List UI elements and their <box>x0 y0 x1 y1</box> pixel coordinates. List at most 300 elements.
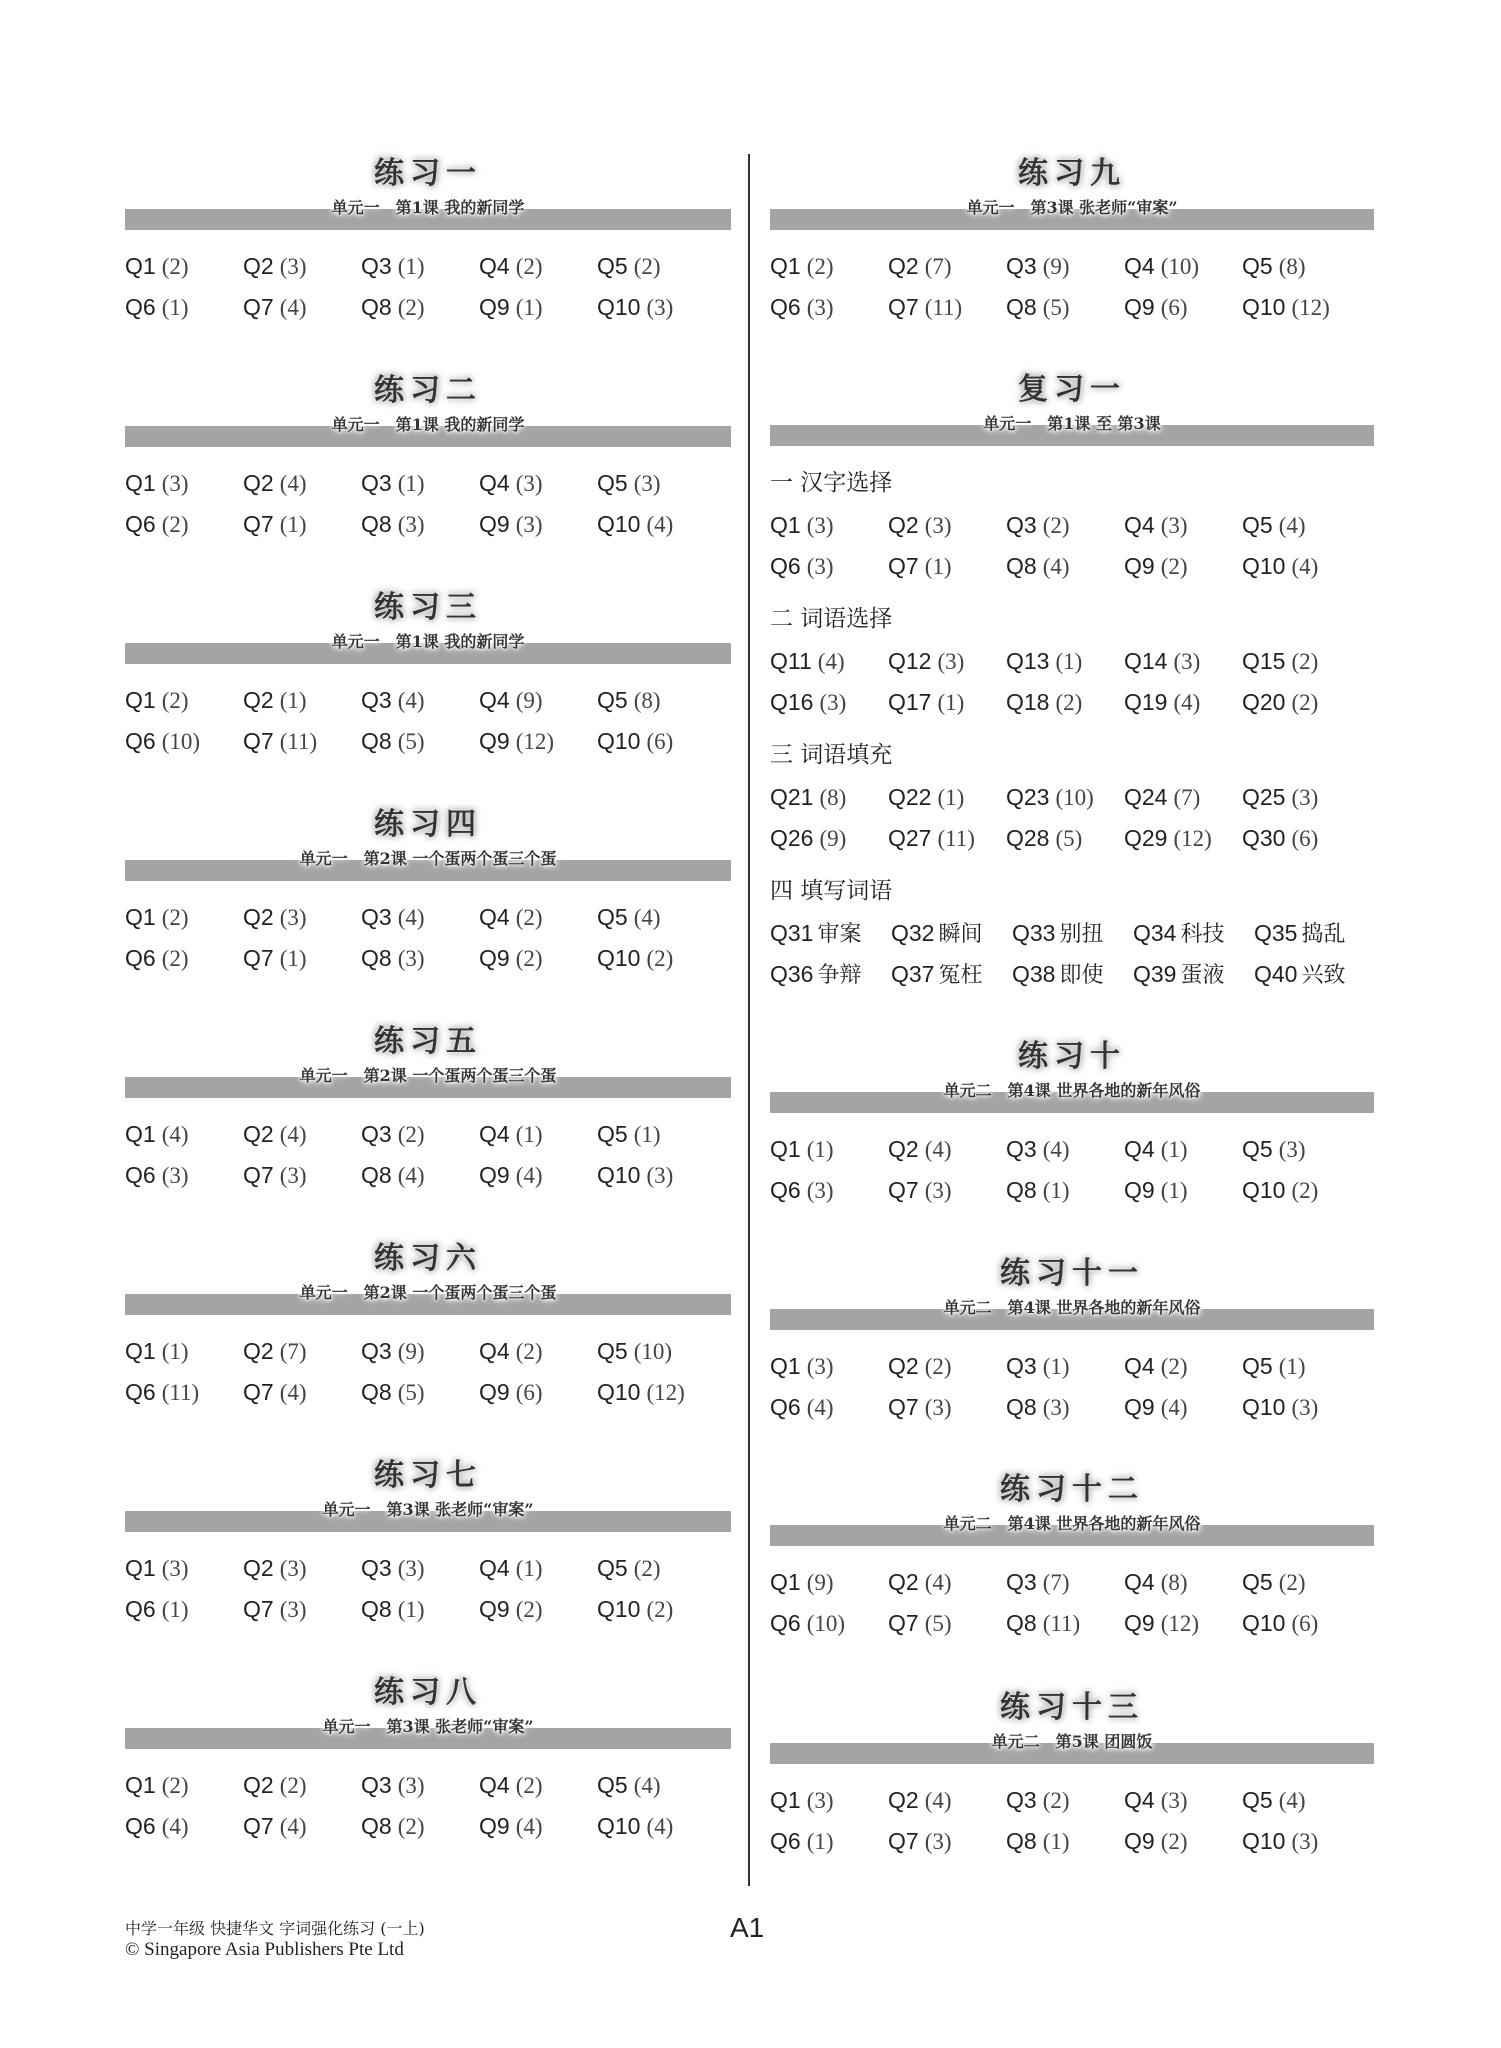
answer-item <box>770 287 888 328</box>
answer-item <box>361 504 479 545</box>
question-number: Q8 <box>361 1813 392 1839</box>
exercise-section <box>770 1470 1374 1670</box>
answer-item <box>597 1114 715 1155</box>
question-number: Q7 <box>888 1394 919 1420</box>
question-number: Q7 <box>888 294 919 320</box>
answer-choice: (3) <box>646 295 674 320</box>
answer-choice: (1) <box>161 295 189 320</box>
answer-item <box>243 938 361 979</box>
question-number: Q10 <box>597 1379 641 1405</box>
question-number: Q16 <box>770 689 814 715</box>
answer-choice: (3) <box>806 1788 834 1813</box>
question-number: Q8 <box>1006 553 1037 579</box>
question-number: Q10 <box>1242 1394 1286 1420</box>
answer-item <box>361 680 479 721</box>
answer-choice: (6) <box>515 1380 543 1405</box>
answer-item <box>888 1603 1006 1644</box>
question-number: Q10 <box>597 294 641 320</box>
answer-item <box>888 546 1006 587</box>
section-subtitle <box>770 413 1374 435</box>
answer-item <box>597 1548 715 1589</box>
answer-choice: (2) <box>924 1354 952 1379</box>
section-subtitle <box>770 1297 1374 1319</box>
section-subtitle <box>125 848 731 870</box>
column-divider <box>748 154 750 1886</box>
answer-choice: (1) <box>1042 1178 1070 1203</box>
question-number: Q6 <box>125 294 156 320</box>
answer-item <box>597 1589 715 1630</box>
answer-choice: (4) <box>397 688 425 713</box>
subtitle-text: 单元二 第5课 团圆饭 <box>991 1732 1153 1751</box>
question-number: Q5 <box>597 1121 628 1147</box>
answer-choice: (3) <box>161 1163 189 1188</box>
question-number: Q26 <box>770 825 814 851</box>
question-number: Q6 <box>125 728 156 754</box>
answer-item <box>1242 287 1360 328</box>
answer-item <box>1006 1821 1124 1862</box>
answer-item <box>1012 913 1133 954</box>
answer-item <box>243 680 361 721</box>
answer-choice: (7) <box>924 254 952 279</box>
answer-choice: (11) <box>937 826 975 851</box>
question-number: Q4 <box>1124 1353 1155 1379</box>
group-heading: 一 汉字选择 <box>770 470 893 496</box>
section-title: 练习八 <box>374 1675 482 1710</box>
answer-item <box>243 1806 361 1847</box>
section-subtitle <box>770 1513 1374 1535</box>
question-number: Q6 <box>770 1394 801 1420</box>
answer-item <box>770 1387 888 1428</box>
section-subtitle <box>125 1065 731 1087</box>
section-title: 练习七 <box>374 1458 482 1493</box>
answer-item <box>1124 1170 1242 1211</box>
answer-choice: (4) <box>397 905 425 930</box>
answer-item <box>597 463 715 504</box>
question-number: Q3 <box>1006 512 1037 538</box>
subtitle-text: 单元一 第2课 一个蛋两个蛋三个蛋 <box>299 1283 557 1302</box>
answer-choice: (2) <box>515 1773 543 1798</box>
question-number: Q7 <box>243 1813 274 1839</box>
answer-choice: (1) <box>397 254 425 279</box>
subtitle-text: 单元一 第3课 张老师“审案” <box>322 1717 534 1736</box>
answer-item <box>1124 1387 1242 1428</box>
group-heading: 四 填写词语 <box>770 878 893 904</box>
answer-item <box>479 1114 597 1155</box>
answer-item <box>888 1562 1006 1603</box>
answer-item <box>770 505 888 546</box>
answer-choice: (3) <box>1042 1395 1070 1420</box>
question-number: Q10 <box>1242 1177 1286 1203</box>
answer-item <box>1242 1387 1360 1428</box>
answer-item <box>597 1372 715 1413</box>
answer-choice: (1) <box>515 1122 543 1147</box>
answer-choice: (5) <box>1055 826 1083 851</box>
question-number: Q9 <box>479 945 510 971</box>
question-number: Q4 <box>1124 1136 1155 1162</box>
answer-choice: (3) <box>161 1556 189 1581</box>
answer-item <box>597 1155 715 1196</box>
question-number: Q4 <box>1124 512 1155 538</box>
answer-choice: (4) <box>1173 690 1201 715</box>
answer-item <box>1006 287 1124 328</box>
question-number: Q3 <box>361 1338 392 1364</box>
answer-choice: (3) <box>806 513 834 538</box>
answer-item <box>1133 954 1254 995</box>
subtitle-text: 单元二 第4课 世界各地的新年风俗 <box>943 1514 1201 1533</box>
answer-item <box>1006 641 1124 682</box>
question-number: Q3 <box>361 1772 392 1798</box>
subtitle-text: 单元一 第1课 我的新同学 <box>331 632 525 651</box>
question-number: Q1 <box>125 1338 156 1364</box>
answer-item <box>888 1387 1006 1428</box>
answer-choice: (1) <box>1042 1829 1070 1854</box>
answer-item <box>479 504 597 545</box>
subtitle-text: 单元二 第4课 世界各地的新年风俗 <box>943 1081 1201 1100</box>
question-number: Q9 <box>479 1379 510 1405</box>
answer-item <box>125 246 243 287</box>
answer-choice: (2) <box>633 1556 661 1581</box>
question-number: Q2 <box>243 904 274 930</box>
answer-choice: (10) <box>633 1339 673 1364</box>
question-number: Q7 <box>243 728 274 754</box>
answer-item <box>1124 818 1242 859</box>
answer-choice: (2) <box>279 1773 307 1798</box>
question-number: Q1 <box>125 1772 156 1798</box>
question-number: Q2 <box>243 1555 274 1581</box>
answer-choice: (8) <box>1160 1570 1188 1595</box>
answer-item <box>1124 505 1242 546</box>
question-number: Q6 <box>125 1813 156 1839</box>
section-subtitle <box>125 631 731 653</box>
answer-item <box>1124 1129 1242 1170</box>
answer-item <box>597 721 715 762</box>
answer-choice: (1) <box>279 946 307 971</box>
exercise-section <box>770 1254 1374 1454</box>
question-number: Q37 <box>891 961 935 987</box>
answer-item <box>1242 246 1360 287</box>
answer-item <box>888 818 1006 859</box>
question-number: Q2 <box>888 253 919 279</box>
question-number: Q25 <box>1242 784 1286 810</box>
question-number: Q21 <box>770 784 814 810</box>
question-number: Q7 <box>888 553 919 579</box>
answer-item <box>361 721 479 762</box>
subtitle-text: 单元一 第3课 张老师“审案” <box>966 198 1178 217</box>
answer-choice: (12) <box>1160 1611 1200 1636</box>
answer-choice: (2) <box>1042 1788 1070 1813</box>
answer-item <box>479 938 597 979</box>
page-number: A1 <box>730 1912 765 1943</box>
answer-item <box>243 246 361 287</box>
section-subtitle <box>770 197 1374 219</box>
question-number: Q8 <box>361 945 392 971</box>
answer-item <box>125 1589 243 1630</box>
question-number: Q3 <box>1006 1787 1037 1813</box>
question-number: Q1 <box>125 470 156 496</box>
section-subtitle <box>770 1080 1374 1102</box>
answer-item <box>479 1765 597 1806</box>
answer-choice: (8) <box>1278 254 1306 279</box>
answer-choice: (2) <box>1278 1570 1306 1595</box>
question-number: Q3 <box>1006 1136 1037 1162</box>
question-number: Q1 <box>125 1121 156 1147</box>
answer-choice: (4) <box>279 1380 307 1405</box>
answer-choice: (3) <box>515 512 543 537</box>
question-number: Q6 <box>770 1177 801 1203</box>
answer-item <box>125 1806 243 1847</box>
answer-item <box>1124 246 1242 287</box>
answer-choice: (3) <box>806 295 834 320</box>
answer-choice: (4) <box>1278 1788 1306 1813</box>
answer-choice: (2) <box>515 1597 543 1622</box>
section-subtitle <box>125 197 731 219</box>
answer-choice: (1) <box>1160 1137 1188 1162</box>
answer-item <box>1006 682 1124 723</box>
question-number: Q4 <box>479 253 510 279</box>
answer-choice: (2) <box>806 254 834 279</box>
question-number: Q9 <box>479 511 510 537</box>
question-number: Q2 <box>888 1353 919 1379</box>
answer-choice: (3) <box>279 1597 307 1622</box>
answer-choice: (4) <box>1160 1395 1188 1420</box>
answer-choice: (3) <box>937 649 965 674</box>
answer-choice: (7) <box>1173 785 1201 810</box>
answer-choice: (4) <box>1042 554 1070 579</box>
answer-item <box>125 504 243 545</box>
answer-item <box>1133 913 1254 954</box>
answer-item <box>1242 818 1360 859</box>
answer-choice: (9) <box>806 1570 834 1595</box>
question-number: Q5 <box>1242 1787 1273 1813</box>
answer-choice: (3) <box>161 471 189 496</box>
question-number: Q10 <box>597 511 641 537</box>
answer-item <box>597 246 715 287</box>
question-number: Q4 <box>1124 1787 1155 1813</box>
question-number: Q10 <box>597 1162 641 1188</box>
answer-choice: (3) <box>397 1556 425 1581</box>
answer-choice: (1) <box>924 554 952 579</box>
exercise-section <box>125 588 731 788</box>
answer-item <box>243 1372 361 1413</box>
question-number: Q6 <box>125 1162 156 1188</box>
answer-item <box>1254 954 1375 995</box>
answer-item <box>361 287 479 328</box>
answer-item <box>1124 546 1242 587</box>
answer-choice: (4) <box>646 512 674 537</box>
answer-item <box>1006 1170 1124 1211</box>
question-number: Q9 <box>479 728 510 754</box>
answer-choice: (10) <box>1160 254 1200 279</box>
answer-item <box>1006 777 1124 818</box>
question-number: Q20 <box>1242 689 1286 715</box>
exercise-section <box>770 1688 1374 1888</box>
answer-choice: (3) <box>819 690 847 715</box>
section-title: 练习五 <box>374 1024 482 1059</box>
subtitle-text: 单元二 第4课 世界各地的新年风俗 <box>943 1298 1201 1317</box>
answer-choice: (2) <box>515 905 543 930</box>
subtitle-text: 单元一 第1课 我的新同学 <box>331 415 525 434</box>
question-number: Q7 <box>243 511 274 537</box>
answer-grid <box>770 505 1360 587</box>
question-number: Q9 <box>1124 1610 1155 1636</box>
answer-item <box>243 721 361 762</box>
answer-choice: (3) <box>1173 649 1201 674</box>
answer-grid <box>770 641 1360 723</box>
answer-item <box>597 1806 715 1847</box>
answer-choice: (2) <box>1160 1829 1188 1854</box>
answer-item <box>770 1170 888 1211</box>
answer-choice: (1) <box>515 1556 543 1581</box>
question-number: Q7 <box>243 294 274 320</box>
question-number: Q27 <box>888 825 932 851</box>
answer-item <box>361 1765 479 1806</box>
answer-item <box>125 1372 243 1413</box>
question-number: Q5 <box>1242 253 1273 279</box>
answer-item <box>597 1331 715 1372</box>
question-number: Q33 <box>1012 920 1056 946</box>
question-number: Q2 <box>888 1136 919 1162</box>
answer-item <box>770 682 888 723</box>
answer-item <box>1242 777 1360 818</box>
question-number: Q10 <box>597 945 641 971</box>
answer-item <box>361 1114 479 1155</box>
question-number: Q11 <box>770 648 812 674</box>
question-number: Q2 <box>888 1569 919 1595</box>
question-number: Q7 <box>243 1596 274 1622</box>
answer-choice: (4) <box>1042 1137 1070 1162</box>
question-number: Q19 <box>1124 689 1168 715</box>
answer-choice: (1) <box>1042 1354 1070 1379</box>
subtitle-text: 单元一 第2课 一个蛋两个蛋三个蛋 <box>299 849 557 868</box>
answer-item <box>770 246 888 287</box>
answer-choice: (3) <box>1160 513 1188 538</box>
answer-choice: (3) <box>279 1556 307 1581</box>
question-number: Q6 <box>125 945 156 971</box>
answer-word: 科技 <box>1180 922 1225 947</box>
answer-choice: (1) <box>161 1339 189 1364</box>
answer-item <box>243 504 361 545</box>
answer-item <box>479 721 597 762</box>
answer-item <box>243 1589 361 1630</box>
answer-item <box>361 1589 479 1630</box>
answer-item <box>1006 1603 1124 1644</box>
question-number: Q5 <box>597 1555 628 1581</box>
section-title: 练习十 <box>1018 1039 1126 1074</box>
answer-choice: (10) <box>161 729 201 754</box>
group-heading: 二 词语选择 <box>770 606 893 632</box>
question-number: Q9 <box>479 294 510 320</box>
exercise-section <box>770 154 1374 354</box>
answer-item <box>888 1170 1006 1211</box>
answer-choice: (4) <box>633 1773 661 1798</box>
question-number: Q1 <box>125 904 156 930</box>
answer-item <box>888 1821 1006 1862</box>
answer-item <box>125 1765 243 1806</box>
question-number: Q10 <box>597 728 641 754</box>
answer-grid <box>125 1114 715 1196</box>
answer-choice: (1) <box>161 1597 189 1622</box>
question-number: Q2 <box>243 253 274 279</box>
answer-choice: (4) <box>279 1814 307 1839</box>
answer-choice: (4) <box>633 905 661 930</box>
answer-choice: (3) <box>1160 1788 1188 1813</box>
answer-item <box>1124 1821 1242 1862</box>
answer-item <box>1242 546 1360 587</box>
question-number: Q40 <box>1254 961 1298 987</box>
question-number: Q34 <box>1133 920 1177 946</box>
answer-item <box>770 1603 888 1644</box>
answer-item <box>125 680 243 721</box>
question-number: Q3 <box>361 687 392 713</box>
answer-choice: (2) <box>161 946 189 971</box>
answer-item <box>597 1765 715 1806</box>
subtitle-text: 单元一 第3课 张老师“审案” <box>322 1500 534 1519</box>
answer-item <box>125 463 243 504</box>
answer-item <box>361 463 479 504</box>
question-number: Q3 <box>361 1121 392 1147</box>
question-number: Q9 <box>1124 1177 1155 1203</box>
answer-item <box>479 246 597 287</box>
answer-choice: (6) <box>1291 1611 1319 1636</box>
answer-item <box>1006 246 1124 287</box>
answer-choice: (6) <box>1291 826 1319 851</box>
answer-item <box>479 897 597 938</box>
answer-item <box>1006 1780 1124 1821</box>
answer-choice: (3) <box>806 554 834 579</box>
answer-item <box>361 1806 479 1847</box>
question-number: Q7 <box>243 1162 274 1188</box>
question-number: Q29 <box>1124 825 1168 851</box>
answer-choice: (3) <box>279 1163 307 1188</box>
answer-grid <box>770 1562 1360 1644</box>
question-number: Q4 <box>479 470 510 496</box>
answer-item <box>770 1780 888 1821</box>
answer-item <box>1242 682 1360 723</box>
answer-choice: (2) <box>646 1597 674 1622</box>
question-number: Q5 <box>1242 1136 1273 1162</box>
answer-choice: (1) <box>937 785 965 810</box>
answer-word: 蛋液 <box>1180 963 1225 988</box>
book-title: 中学一年级 快捷华文 字词强化练习 (一上) <box>125 1919 425 1938</box>
answer-item <box>597 287 715 328</box>
answer-choice: (4) <box>397 1163 425 1188</box>
answer-choice: (2) <box>1055 690 1083 715</box>
answer-choice: (5) <box>397 1380 425 1405</box>
question-number: Q15 <box>1242 648 1286 674</box>
question-number: Q1 <box>770 1569 801 1595</box>
question-number: Q9 <box>1124 1394 1155 1420</box>
question-number: Q3 <box>1006 1353 1037 1379</box>
question-number: Q8 <box>1006 1177 1037 1203</box>
answer-choice: (8) <box>819 785 847 810</box>
section-title: 练习四 <box>374 807 482 842</box>
answer-choice: (4) <box>515 1163 543 1188</box>
answer-choice: (9) <box>819 826 847 851</box>
section-title: 练习二 <box>374 373 482 408</box>
section-title: 练习十三 <box>1000 1690 1144 1725</box>
question-number: Q6 <box>125 511 156 537</box>
answer-choice: (3) <box>279 254 307 279</box>
answer-choice: (3) <box>1278 1137 1306 1162</box>
answer-item <box>597 938 715 979</box>
exercise-section <box>770 1037 1374 1237</box>
exercise-section <box>125 1673 731 1873</box>
answer-choice: (12) <box>646 1380 685 1405</box>
answer-item <box>1124 1603 1242 1644</box>
section-subtitle <box>770 1731 1374 1753</box>
question-number: Q3 <box>1006 1569 1037 1595</box>
answer-item <box>361 246 479 287</box>
